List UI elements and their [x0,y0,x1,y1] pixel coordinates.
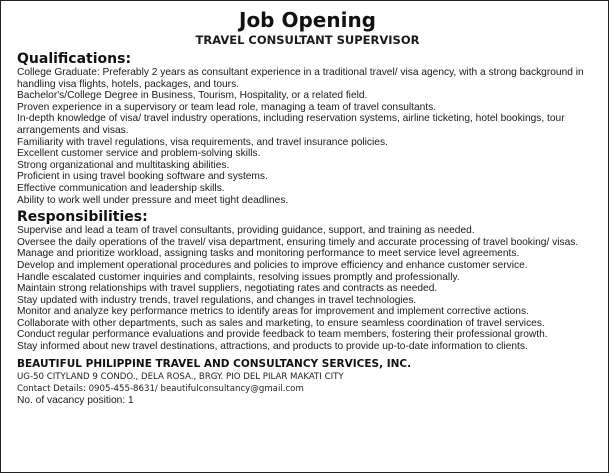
qualification-item: Excellent customer service and problem-solving skills. [17,148,261,160]
qualification-item: Proven experience in a supervisory or team lead role, managing a team of travel consultants. [17,101,437,113]
qualifications-list [17,67,598,206]
qualification-item: College Graduate: Preferably 2 years as consultant experience in a traditional travel/ visa agency, with a strong background in handling visa flights, hotels, packages, and tours. [17,67,584,90]
responsibility-item: Handle escalated customer inquiries and complaints, resolving issues promptly and professionally. [17,271,460,283]
responsibility-item: Manage and prioritize workload, assigning tasks and monitoring performance to meet service level agreements. [17,248,520,260]
qualification-item: Effective communication and leadership skills. [17,182,225,194]
responsibility-item: Supervise and lead a team of travel consultants, providing guidance, support, and training as needed. [17,225,475,237]
responsibility-item: Stay informed about new travel destinations, attractions, and products to provide up-to-date information to clients. [17,341,528,353]
responsibilities-list [17,225,598,353]
responsibilities-heading: Responsibilities: [17,209,148,226]
company-address: UG-50 CITYLAND 9 CONDO., DELA ROSA., BRGY. PIO DEL PILAR MAKATI CITY [17,371,344,382]
vacancy-count: No. of vacancy position: 1 [17,394,134,406]
position-title: TRAVEL CONSULTANT SUPERVISOR [195,33,420,47]
qualification-item: Ability to work well under pressure and meet tight deadlines. [17,194,289,206]
qualification-item: Bachelor's/College Degree in Business, Tourism, Hospitality, or a related field. [17,90,368,102]
qualification-item: Proficient in using travel booking software and systems. [17,171,268,183]
responsibility-item: Stay updated with industry trends, travel regulations, and changes in travel technologies. [17,294,417,306]
qualifications-heading: Qualifications: [17,51,132,67]
responsibility-item: Conduct regular performance evaluations and provide feedback to team members, fostering their professional growth. [17,329,548,341]
contact-details: Contact Details: 0905-455-8631/ beautifulconsultancy@gmail.com [17,383,304,394]
responsibility-item: Maintain strong relationships with travel suppliers, negotiating rates and contracts as needed. [17,283,438,295]
responsibility-item: Develop and implement operational procedures and policies to improve efficiency and enhance customer service. [17,259,528,271]
responsibility-item: Monitor and analyze key performance metrics to identify areas for improvement and implement corrective actions. [17,306,529,318]
qualification-item: Familiarity with travel regulations, visa requirements, and travel insurance policies. [17,136,388,148]
responsibility-item: Oversee the daily operations of the travel/ visa department, ensuring timely and accurate processing of travel booking/ visas. [17,236,579,248]
qualification-item: Strong organizational and multitasking abilities. [17,159,230,171]
page-title: Job Opening [239,8,376,32]
company-name: BEAUTIFUL PHILIPPINE TRAVEL AND CONSULTANCY SERVICES, INC. [17,357,412,370]
qualification-item: In-depth knowledge of visa/ travel industry operations, including reservation systems, airline ticketing, hotel bookings, tour arrangements and visas. [17,113,565,136]
responsibility-item: Collaborate with other departments, such as sales and marketing, to ensure seamless coordination of travel services. [17,317,545,329]
